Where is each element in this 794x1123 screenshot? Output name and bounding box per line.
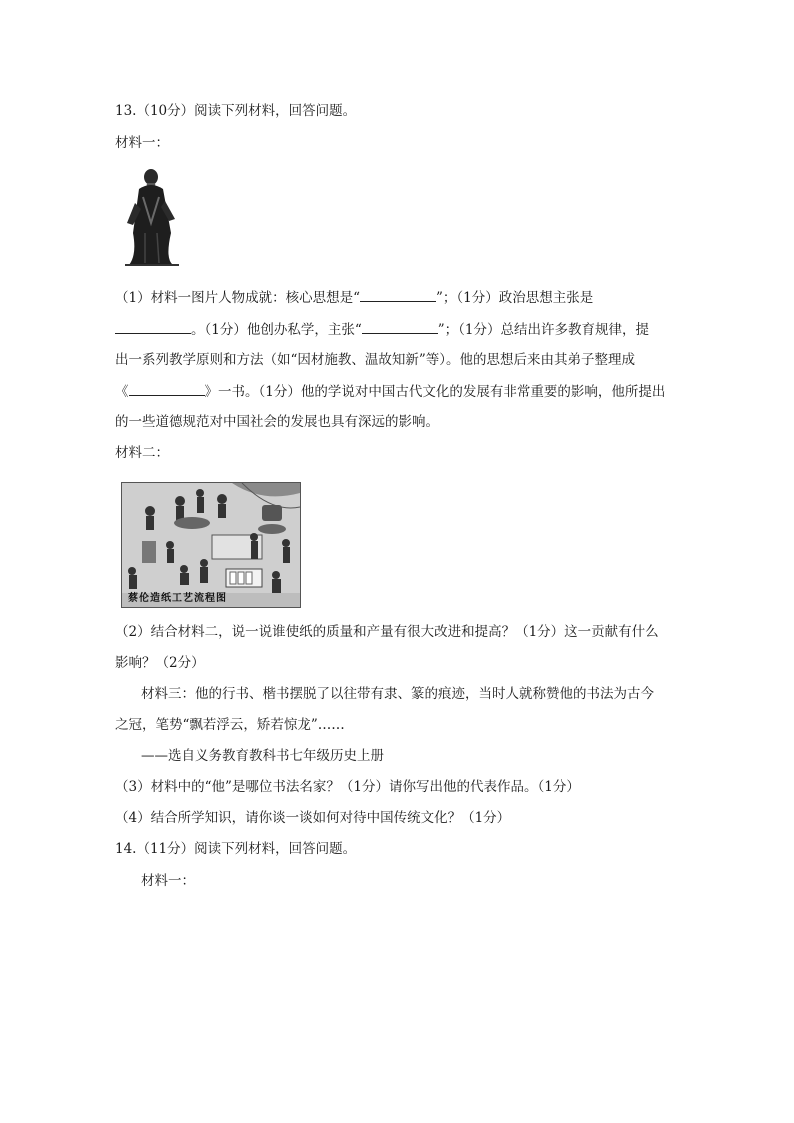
q13-part1-line5: 的一些道德规范对中国社会的发展也具有深远的影响。 xyxy=(115,414,439,430)
q13-part1-line4: 《 》一书。（1分）他的学说对中国古代文化的发展有非常重要的影响，他所提出 xyxy=(115,381,665,402)
q14-material-1-label: 材料一： xyxy=(141,873,195,889)
answer-blank-core-thought[interactable] xyxy=(360,287,436,302)
q13-part2-line1: （2）结合材料二，说一说谁使纸的质量和产量有很大改进和提高？（1分）这一贡献有什么 xyxy=(115,624,659,640)
answer-blank-political-thought[interactable] xyxy=(115,319,191,334)
q13-part4: （4）结合所学知识，请你谈一谈如何对待中国传统文化？（1分） xyxy=(115,810,511,826)
papermaking-caption: 蔡伦造纸工艺流程图 xyxy=(128,593,227,604)
confucius-portrait-image xyxy=(121,163,185,269)
papermaking-illustration xyxy=(121,482,301,608)
material-3-source: ——选自义务教育教科书七年级历史上册 xyxy=(141,748,384,764)
material-3-line1: 材料三：他的行书、楷书摆脱了以往带有隶、篆的痕迹，当时人就称赞他的书法为古今 xyxy=(141,686,654,702)
material-1-label: 材料一： xyxy=(115,135,169,151)
q13-part1-line2: 。（1分）他创办私学，主张“ ”；（1分）总结出许多教育规律，提 xyxy=(115,319,649,340)
q13-part2-line2: 影响？（2分） xyxy=(115,655,205,671)
material-2-label: 材料二： xyxy=(115,445,169,461)
answer-blank-education-idea[interactable] xyxy=(362,319,438,334)
question-13-header: 13.（10分）阅读下列材料，回答问题。 xyxy=(115,103,357,119)
answer-blank-book-title[interactable] xyxy=(129,381,205,396)
q13-part3: （3）材料中的“他”是哪位书法名家？（1分）请你写出他的代表作品。（1分） xyxy=(115,779,580,795)
question-14-header: 14.（11分）阅读下列材料，回答问题。 xyxy=(115,841,357,857)
q13-part1-line1: （1）材料一图片人物成就：核心思想是“ ”；（1分）政治思想主张是 xyxy=(115,287,593,308)
q13-part1-line3: 出一系列教学原则和方法（如“因材施教、温故知新”等）。他的思想后来由其弟子整理成 xyxy=(115,352,636,368)
material-3-line2: 之冠，笔势“飘若浮云，矫若惊龙”…… xyxy=(115,717,345,733)
